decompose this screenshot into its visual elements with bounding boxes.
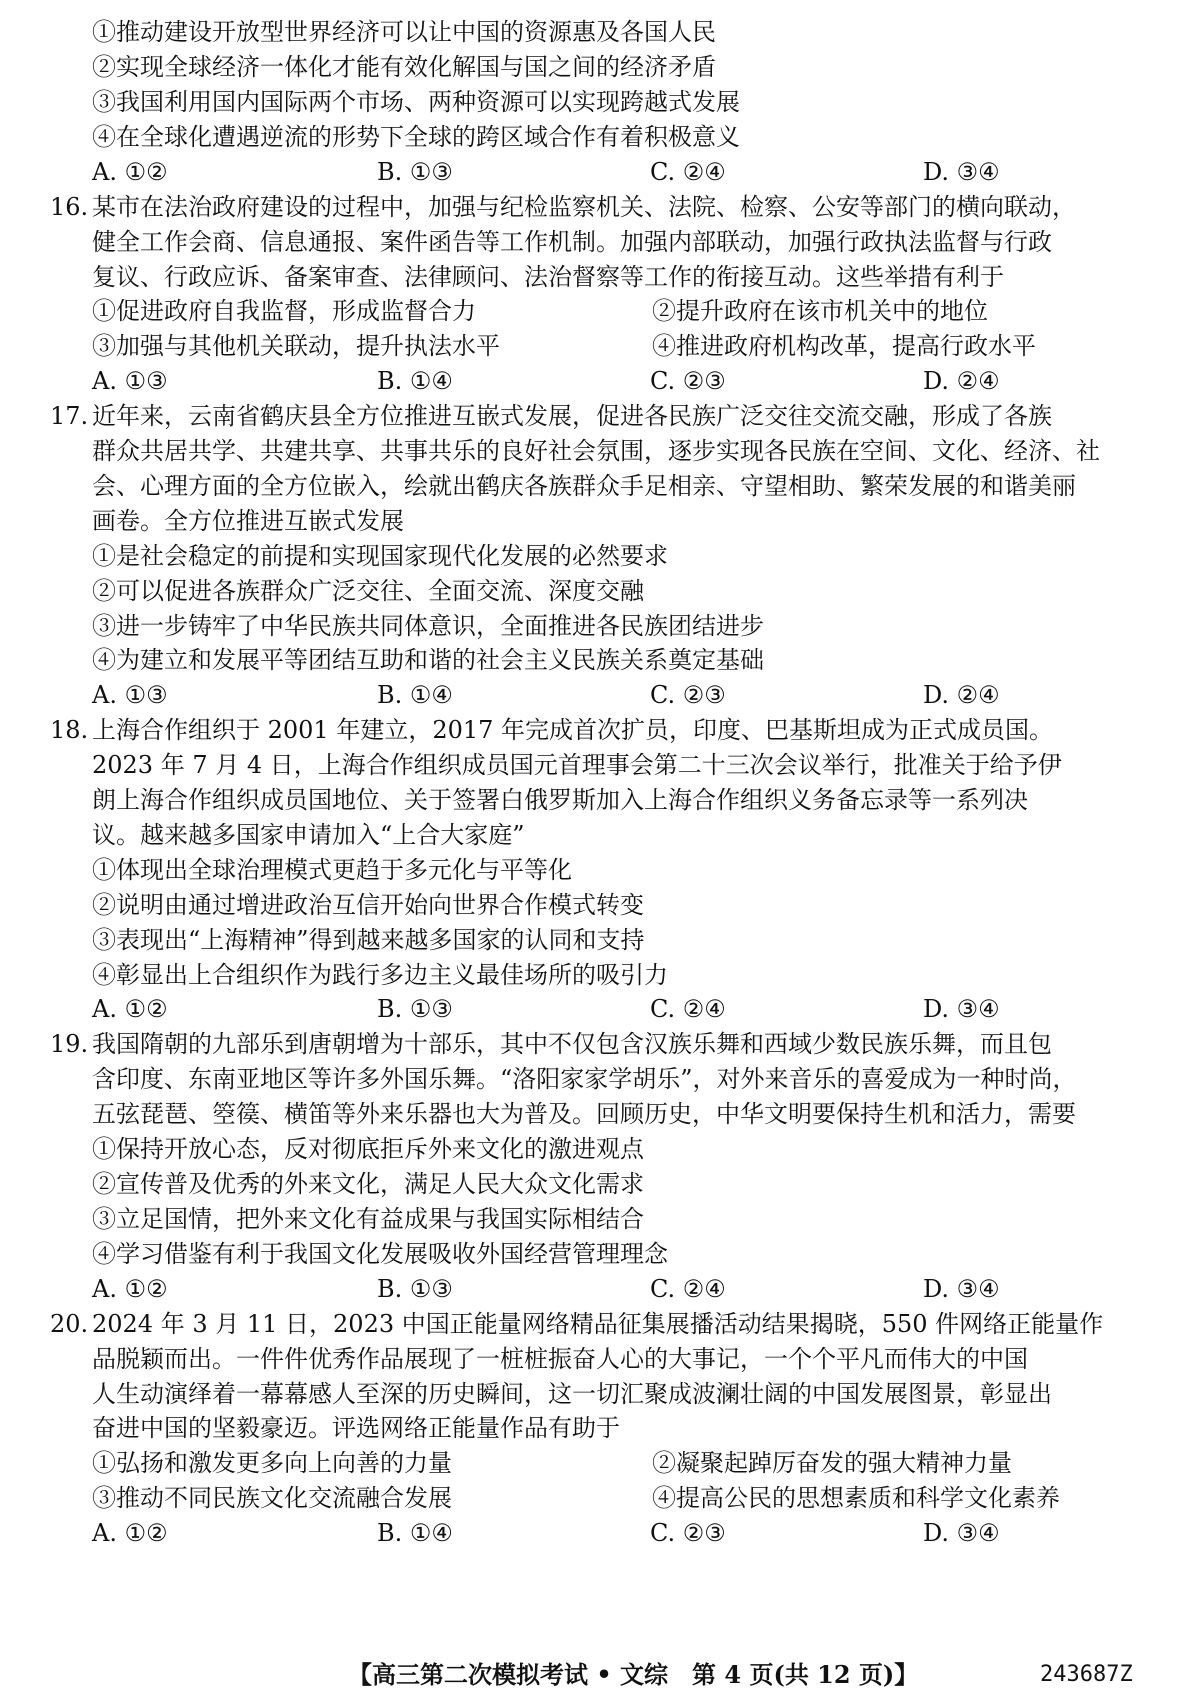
stem-line: 画卷。全方位推进互嵌式发展 [92, 507, 404, 535]
answer-d: D. ②④ [923, 681, 1000, 709]
stem-line: 奋进中国的坚毅豪迈。评选网络正能量作品有助于 [92, 1414, 620, 1442]
option-3: ③我国利用国内国际两个市场、两种资源可以实现跨越式发展 [92, 88, 740, 116]
option-1: ①是社会稳定的前提和实现国家现代化发展的必然要求 [92, 542, 668, 570]
question-number: 17. [50, 402, 89, 430]
option-3: ③推动不同民族文化交流融合发展 [92, 1484, 452, 1512]
option-2: ②实现全球经济一体化才能有效化解国与国之间的经济矛盾 [92, 53, 716, 81]
answer-c: C. ②③ [650, 367, 726, 395]
stem-line: 某市在法治政府建设的过程中，加强与纪检监察机关、法院、检察、公安等部门的横向联动， [92, 193, 1076, 221]
option-4: ④学习借鉴有利于我国文化发展吸收外国经营管理理念 [92, 1240, 668, 1268]
option-2: ②可以促进各族群众广泛交往、全面交流、深度交融 [92, 577, 644, 605]
stem-line: 我国隋朝的九部乐到唐朝增为十部乐，其中不仅包含汉族乐舞和西域少数民族乐舞，而且包 [92, 1030, 1052, 1058]
answer-b: B. ①④ [377, 367, 453, 395]
option-2: ②说明由通过增进政治互信开始向世界合作模式转变 [92, 891, 644, 919]
option-4: ④提高公民的思想素质和科学文化素养 [652, 1484, 1060, 1512]
stem-line: 会、心理方面的全方位嵌入，绘就出鹤庆各族群众手足相亲、守望相助、繁荣发展的和谐美丽 [92, 472, 1076, 500]
answer-c: C. ②④ [650, 1275, 726, 1303]
stem-line: 健全工作会商、信息通报、案件函告等工作机制。加强内部联动，加强行政执法监督与行政 [92, 228, 1052, 256]
answer-a: A. ①② [92, 158, 168, 186]
question-number: 18. [50, 716, 89, 744]
question-number: 16. [50, 193, 89, 221]
answer-b: B. ①③ [377, 1275, 453, 1303]
stem-line: 上海合作组织于 2001 年建立，2017 年完成首次扩员，印度、巴基斯坦成为正式成员国。 [92, 716, 1054, 744]
answer-d: D. ③④ [923, 1519, 1000, 1547]
option-2: ②提升政府在该市机关中的地位 [652, 297, 988, 325]
stem-line: 近年来，云南省鹤庆县全方位推进互嵌式发展，促进各民族广泛交往交流交融，形成了各族 [92, 402, 1052, 430]
answer-d: D. ②④ [923, 367, 1000, 395]
answer-a: A. ①② [92, 995, 168, 1023]
option-3: ③加强与其他机关联动，提升执法水平 [92, 332, 500, 360]
answer-a: A. ①② [92, 1275, 168, 1303]
answer-c: C. ②③ [650, 1519, 726, 1547]
stem-line: 2023 年 7 月 4 日，上海合作组织成员国元首理事会第二十三次会议举行，批准关于给予伊 [92, 751, 1062, 779]
option-4: ④在全球化遭遇逆流的形势下全球的跨区域合作有着积极意义 [92, 123, 740, 151]
stem-line: 群众共居共学、共建共享、共事共乐的良好社会氛围，逐步实现各民族在空间、文化、经济、社 [92, 437, 1100, 465]
stem-line: 议。越来越多国家申请加入“上合大家庭” [92, 821, 525, 849]
stem-line: 朗上海合作组织成员国地位、关于签署白俄罗斯加入上海合作组织义务备忘录等一系列决 [92, 786, 1028, 814]
answer-a: A. ①③ [92, 367, 168, 395]
stem-line: 品脱颖而出。一件件优秀作品展现了一桩桩振奋人心的大事记，一个个平凡而伟大的中国 [92, 1345, 1028, 1373]
option-1: ①弘扬和激发更多向上向善的力量 [92, 1449, 452, 1477]
option-4: ④为建立和发展平等团结互助和谐的社会主义民族关系奠定基础 [92, 646, 764, 674]
option-3: ③立足国情，把外来文化有益成果与我国实际相结合 [92, 1205, 644, 1233]
answer-b: B. ①③ [377, 995, 453, 1023]
exam-code: 243687Z [1040, 1662, 1133, 1687]
option-2: ②宣传普及优秀的外来文化，满足人民大众文化需求 [92, 1170, 644, 1198]
stem-line: 2024 年 3 月 11 日，2023 中国正能量网络精品征集展播活动结果揭晓，550 件网络正能量作 [92, 1310, 1104, 1338]
option-1: ①推动建设开放型世界经济可以让中国的资源惠及各国人民 [92, 18, 716, 46]
page-footer-title: 【高三第二次模拟考试 • 文综 第 4 页(共 12 页)】 [348, 1660, 919, 1689]
option-3: ③进一步铸牢了中华民族共同体意识，全面推进各民族团结进步 [92, 612, 764, 640]
answer-a: A. ①② [92, 1519, 168, 1547]
option-1: ①体现出全球治理模式更趋于多元化与平等化 [92, 856, 572, 884]
answer-d: D. ③④ [923, 995, 1000, 1023]
answer-c: C. ②③ [650, 681, 726, 709]
option-4: ④彰显出上合组织作为践行多边主义最佳场所的吸引力 [92, 961, 668, 989]
answer-c: C. ②④ [650, 158, 726, 186]
stem-line: 人生动演绎着一幕幕感人至深的历史瞬间，这一切汇聚成波澜壮阔的中国发展图景，彰显出 [92, 1380, 1052, 1408]
option-4: ④推进政府机构改革，提高行政水平 [652, 332, 1036, 360]
option-1: ①促进政府自我监督，形成监督合力 [92, 297, 476, 325]
answer-b: B. ①④ [377, 1519, 453, 1547]
option-3: ③表现出“上海精神”得到越来越多国家的认同和支持 [92, 926, 645, 954]
answer-b: B. ①④ [377, 681, 453, 709]
option-1: ①保持开放心态，反对彻底拒斥外来文化的激进观点 [92, 1135, 644, 1163]
stem-line: 复议、行政应诉、备案审查、法律顾问、法治督察等工作的衔接互动。这些举措有利于 [92, 263, 1004, 291]
answer-c: C. ②④ [650, 995, 726, 1023]
question-number: 20. [50, 1310, 89, 1338]
option-2: ②凝聚起踔厉奋发的强大精神力量 [652, 1449, 1012, 1477]
question-number: 19. [50, 1030, 89, 1058]
answer-d: D. ③④ [923, 158, 1000, 186]
stem-line: 含印度、东南亚地区等许多外国乐舞。“洛阳家家学胡乐”，对外来音乐的喜爱成为一种时尚， [92, 1065, 1077, 1093]
answer-a: A. ①③ [92, 681, 168, 709]
answer-b: B. ①③ [377, 158, 453, 186]
answer-d: D. ③④ [923, 1275, 1000, 1303]
stem-line: 五弦琵琶、箜篌、横笛等外来乐器也大为普及。回顾历史，中华文明要保持生机和活力，需要 [92, 1100, 1076, 1128]
